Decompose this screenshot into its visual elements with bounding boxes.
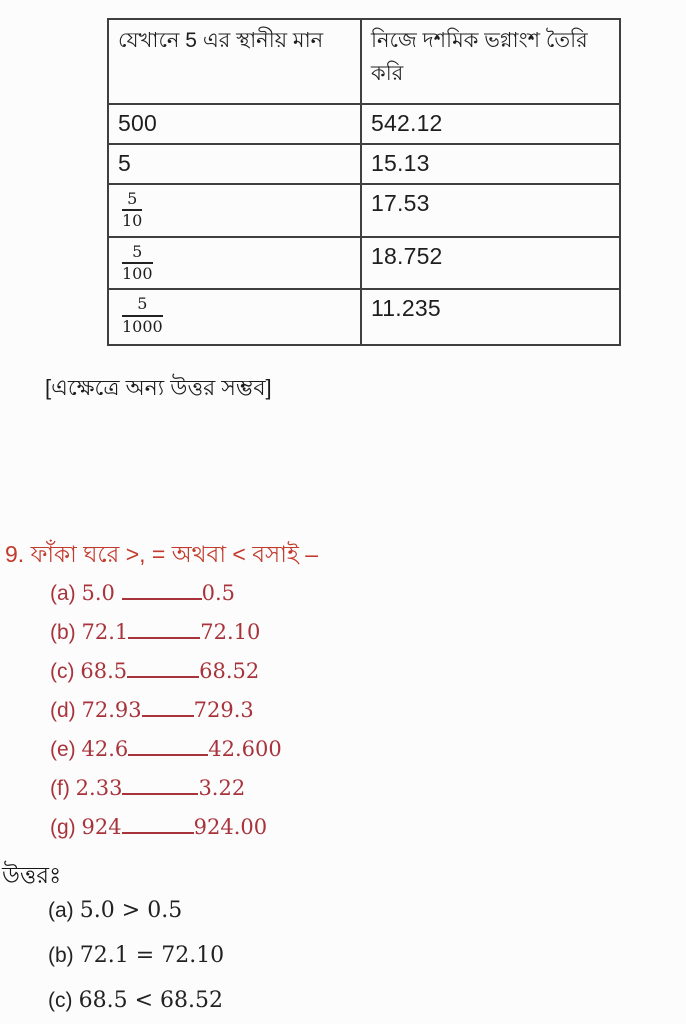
decimal-cell: 15.13 [361, 144, 620, 184]
answer-label: (c) [48, 989, 73, 1012]
item-right-number: 729.3 [193, 698, 254, 722]
answer-label: (a) [48, 899, 74, 922]
fraction-denominator: 100 [122, 264, 153, 284]
fraction [122, 295, 163, 336]
item-right-number: 3.22 [198, 776, 246, 800]
answer-heading: উত্তরঃ [2, 862, 62, 888]
item-left-number: 72.93 [81, 698, 142, 722]
decimal-cell: 17.53 [361, 184, 620, 237]
question-item-c [50, 659, 282, 698]
item-left-number: 2.33 [75, 776, 123, 800]
table-row [108, 104, 620, 144]
answer-item-c [48, 987, 224, 1024]
item-label: (a) [50, 582, 76, 605]
answer-item-a [48, 897, 224, 942]
question-item-list [50, 581, 282, 854]
table-row [108, 289, 620, 345]
table-header-decimal: নিজে দশমিক ভগ্নাংশ তৈরি করি [361, 19, 620, 104]
item-right-number: 42.600 [208, 737, 282, 761]
item-label: (g) [50, 816, 76, 839]
item-right-number: 68.52 [199, 659, 260, 683]
table-row [108, 237, 620, 289]
item-label: (d) [50, 699, 76, 722]
comparison-blank [122, 831, 194, 834]
place-value-cell: 500 [108, 104, 361, 144]
table-header-place: যেখানে 5 এর স্থানীয় মান [108, 19, 361, 104]
answer-label: (b) [48, 944, 74, 967]
place-value-table [107, 18, 621, 346]
item-label: (f) [50, 777, 70, 800]
question-item-e [50, 737, 282, 776]
item-left-number: 68.5 [80, 659, 128, 683]
fraction-denominator: 10 [122, 211, 143, 231]
item-right-number: 0.5 [201, 581, 235, 605]
item-label: (e) [50, 738, 76, 761]
question-item-a [50, 581, 282, 620]
fraction-numerator: 5 [122, 243, 153, 264]
fraction-numerator: 5 [122, 295, 163, 316]
comparison-blank [128, 636, 200, 639]
question-item-g [50, 815, 282, 854]
fraction-denominator: 1000 [122, 316, 163, 336]
question-title: ফাঁকা ঘরে >, = অথবা < বসাই – [24, 541, 319, 567]
item-left-number: 42.6 [81, 737, 129, 761]
item-left-number: 924 [81, 815, 122, 839]
place-value-cell [108, 289, 361, 345]
place-value-cell [108, 237, 361, 289]
answer-item-list [48, 897, 224, 1024]
comparison-blank [142, 714, 194, 717]
answer-expression: 68.5 < 68.52 [78, 988, 224, 1013]
item-left-number: 72.1 [81, 620, 129, 644]
question-heading [5, 536, 318, 575]
fraction-numerator: 5 [122, 190, 142, 211]
comparison-blank [128, 753, 208, 756]
comparison-blank [122, 792, 198, 795]
alternate-answer-note: [এক্ষেত্রে অন্য উত্তর সম্ভব] [45, 375, 272, 400]
decimal-cell: 11.235 [361, 289, 620, 345]
place-value-cell [108, 184, 361, 237]
place-value-cell: 5 [108, 144, 361, 184]
item-label: (c) [50, 660, 75, 683]
fraction [122, 243, 153, 284]
table-row [108, 144, 620, 184]
answer-item-b [48, 942, 224, 987]
question-item-d [50, 698, 282, 737]
decimal-cell: 18.752 [361, 237, 620, 289]
fraction [122, 190, 142, 231]
decimal-cell: 542.12 [361, 104, 620, 144]
answer-expression: 72.1 = 72.10 [79, 943, 225, 968]
question-number: 9. [5, 541, 25, 567]
item-right-number: 924.00 [193, 815, 268, 839]
item-left-number: 5.0 [81, 581, 122, 605]
comparison-blank [122, 597, 202, 600]
table-header-row [108, 19, 620, 104]
item-right-number: 72.10 [200, 620, 261, 644]
question-item-f [50, 776, 282, 815]
table-row [108, 184, 620, 237]
item-label: (b) [50, 621, 76, 644]
answer-expression: 5.0 > 0.5 [79, 898, 183, 923]
question-item-b [50, 620, 282, 659]
comparison-blank [127, 675, 199, 678]
